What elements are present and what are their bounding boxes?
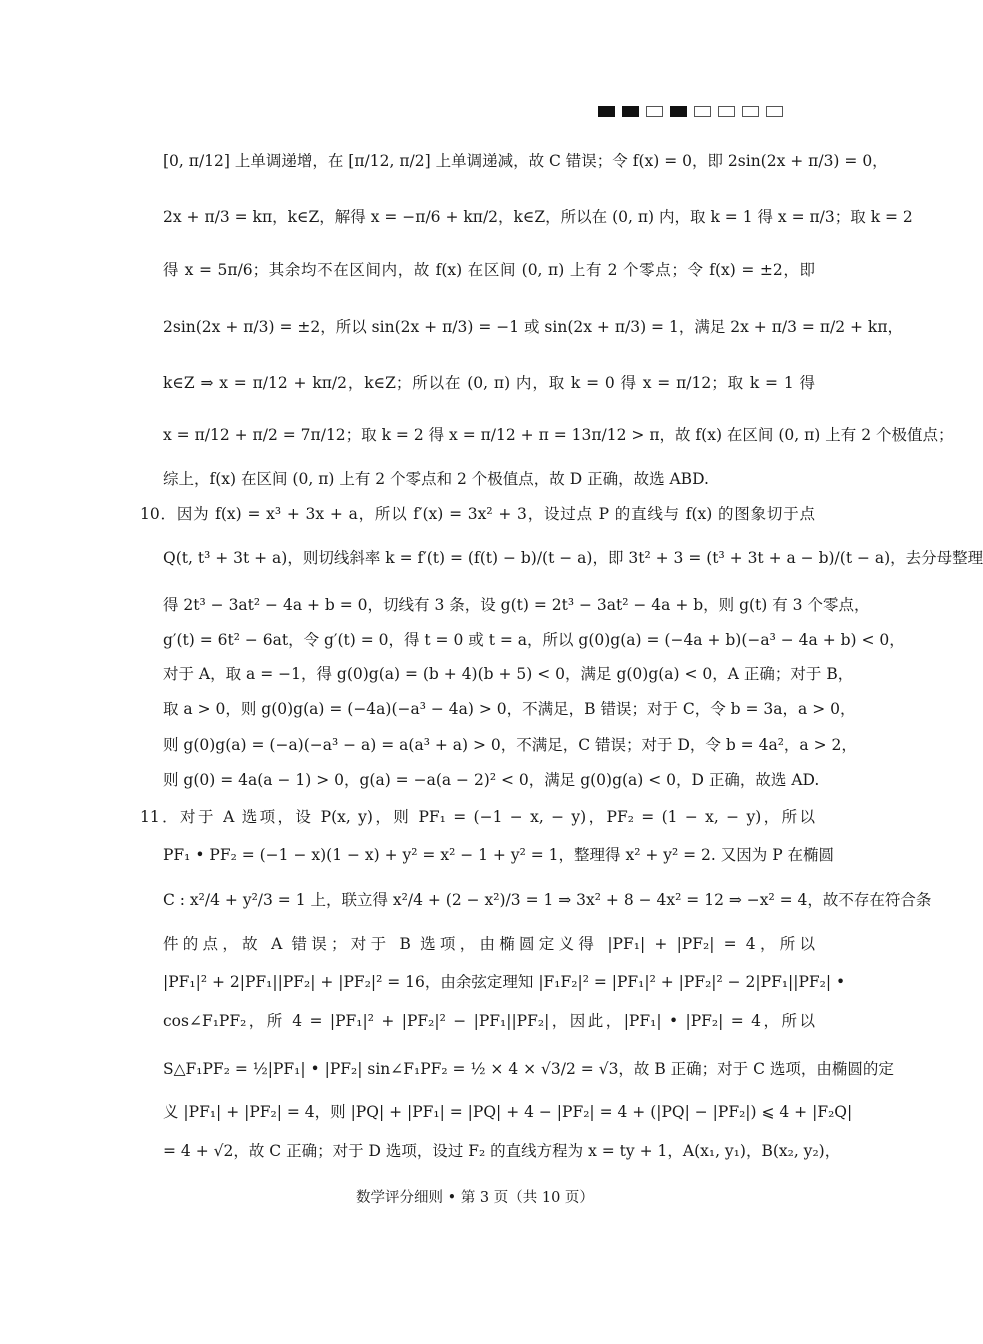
progress-mark [670,106,687,117]
text-line: |PF₁|² + 2|PF₁||PF₂| + |PF₂|² = 16，由余弦定理知 |F₁F₂|² = |PF₁|² + |PF₂|² − 2|PF₁||PF₂| • [163,973,846,991]
text-line: x = π/12 + π/2 = 7π/12；取 k = 2 得 x = π/12 + π = 13π/12 > π，故 f(x) 在区间 (0, π) 上有 2 个极值点； [163,426,954,444]
text-line: 2sin(2x + π/3) = ±2，所以 sin(2x + π/3) = −1 或 sin(2x + π/3) = 1，满足 2x + π/3 = π/2 + kπ， [163,318,904,336]
text-line: 件的点，故 A 错误；对于 B 选项，由椭圆定义得 |PF₁| + |PF₂| = 4，所以 [163,935,815,953]
text-line: cos∠F₁PF₂，所 4 = |PF₁|² + |PF₂|² − |PF₁||PF₂|，因此，|PF₁| • |PF₂| = 4，所以 [163,1012,815,1030]
progress-mark [646,106,663,117]
text-line: 得 x = 5π/6；其余均不在区间内，故 f(x) 在区间 (0, π) 上有 2 个零点；令 f(x) = ±2，即 [163,261,815,279]
text-line: 综上，f(x) 在区间 (0, π) 上有 2 个零点和 2 个极值点，故 D 正确，故选 ABD. [163,470,709,488]
page-footer: 数学评分细则 • 第 3 页（共 10 页） [356,1190,594,1206]
progress-mark [718,106,735,117]
progress-mark [622,106,639,117]
text-line: g′(t) = 6t² − 6at，令 g′(t) = 0，得 t = 0 或 t = a，所以 g(0)g(a) = (−4a + b)(−a³ − 4a + b) < 0， [163,631,905,649]
text-line: [0, π/12] 上单调递增，在 [π/12, π/2] 上单调递减，故 C 错误；令 f(x) = 0，即 2sin(2x + π/3) = 0， [163,152,888,170]
text-line: S△F₁PF₂ = ½|PF₁| • |PF₂| sin∠F₁PF₂ = ½ × 4 × √3/2 = √3，故 B 正确；对于 C 选项，由椭圆的定 [163,1060,894,1078]
question-11-start: 11．对于 A 选项，设 P(x, y)，则 PF₁ = (−1 − x, − y)，PF₂ = (1 − x, − y)，所以 [140,808,815,826]
text-line: 则 g(0) = 4a(a − 1) > 0，g(a) = −a(a − 2)² < 0，满足 g(0)g(a) < 0，D 正确，故选 AD. [163,771,820,789]
progress-mark [694,106,711,117]
text-line: PF₁ • PF₂ = (−1 − x)(1 − x) + y² = x² − 1 + y² = 1，整理得 x² + y² = 2. 又因为 P 在椭圆 [163,846,835,864]
progress-mark [766,106,783,117]
text-line: C : x²/4 + y²/3 = 1 上，联立得 x²/4 + (2 − x²)/3 = 1 ⇒ 3x² + 8 − 4x² = 12 ⇒ −x² = 4，故不存在符合条 [163,891,932,909]
text-line: 得 2t³ − 3at² − 4a + b = 0，切线有 3 条，设 g(t) = 2t³ − 3at² − 4a + b，则 g(t) 有 3 个零点， [163,596,870,614]
text-line: k∈Z ⇒ x = π/12 + kπ/2，k∈Z；所以在 (0, π) 内，取 k = 0 得 x = π/12；取 k = 1 得 [163,374,815,392]
text-line: 义 |PF₁| + |PF₂| = 4，则 |PQ| + |PF₁| = |PQ| + 4 − |PF₂| = 4 + (|PQ| − |PF₂|) ⩽ 4 + |F₂Q| [163,1103,853,1121]
question-10-start: 10．因为 f(x) = x³ + 3x + a，所以 f′(x) = 3x² + 3，设过点 P 的直线与 f(x) 的图象切于点 [140,505,815,523]
text-line: Q(t, t³ + 3t + a)，则切线斜率 k = f′(t) = (f(t) − b)/(t − a)，即 3t² + 3 = (t³ + 3t + a − b)/(t − a)，去分母整理 [163,549,983,567]
text-line: 则 g(0)g(a) = (−a)(−a³ − a) = a(a³ + a) > 0，不满足，C 错误；对于 D，令 b = 4a²，a > 2， [163,736,857,754]
text-line: 对于 A，取 a = −1，得 g(0)g(a) = (b + 4)(b + 5) < 0，满足 g(0)g(a) < 0，A 正确；对于 B， [163,665,854,683]
progress-mark [598,106,615,117]
text-line: = 4 + √2，故 C 正确；对于 D 选项，设过 F₂ 的直线方程为 x = ty + 1，A(x₁, y₁)，B(x₂, y₂)， [163,1142,841,1160]
text-line: 2x + π/3 = kπ，k∈Z，解得 x = −π/6 + kπ/2，k∈Z，所以在 (0, π) 内，取 k = 1 得 x = π/3；取 k = 2 [163,208,913,226]
text-line: 取 a > 0，则 g(0)g(a) = (−4a)(−a³ − 4a) > 0，不满足，B 错误；对于 C，令 b = 3a，a > 0， [163,700,856,718]
progress-mark [742,106,759,117]
progress-marks [598,106,783,117]
